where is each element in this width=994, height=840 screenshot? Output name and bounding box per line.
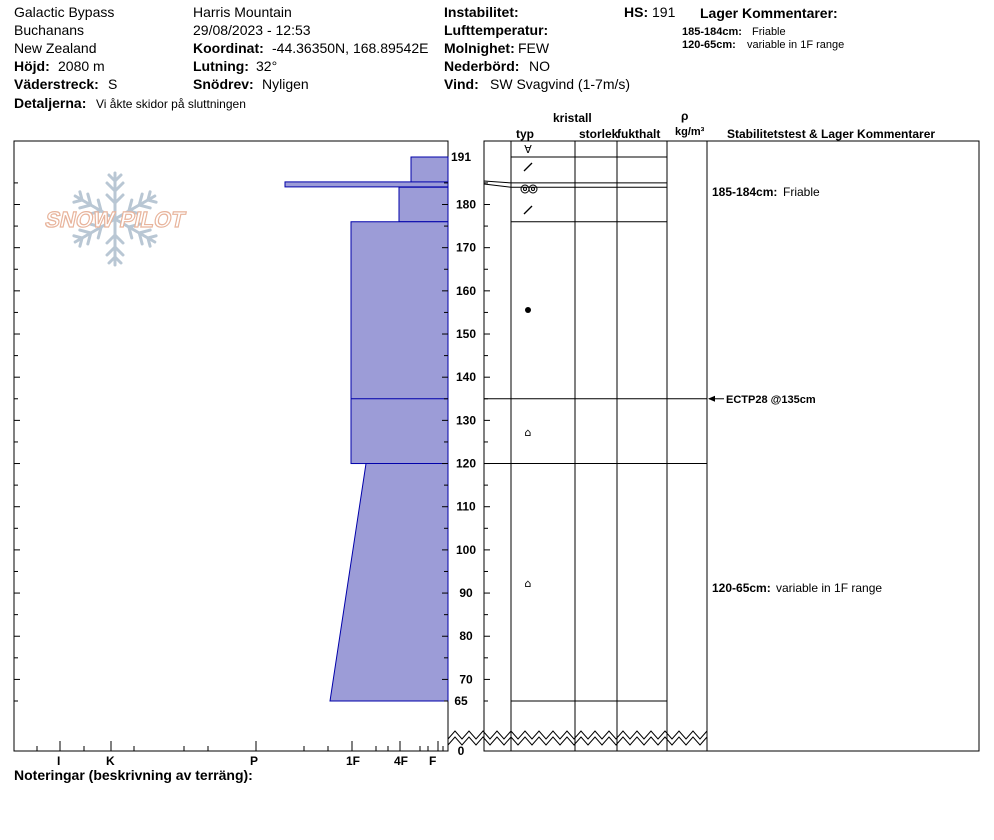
crystal-type-header: typ [516, 127, 534, 141]
table-frame [484, 141, 979, 751]
elevation-label: Höjd: [14, 58, 50, 74]
axis-break-zigzag [448, 731, 707, 739]
rounded-grain-icon [521, 185, 529, 193]
depth-tick-label: 100 [455, 542, 477, 557]
aspect-value: S [108, 76, 118, 92]
sky-value: FEW [518, 40, 550, 56]
slope-label: Lutning: [193, 58, 249, 74]
layer-comment-range: 120-65cm: [712, 581, 771, 595]
hardness-tick-label: I [57, 754, 61, 768]
hardness-axis [37, 741, 443, 751]
density-unit: kg/m³ [675, 126, 705, 138]
stability-comments [708, 185, 882, 595]
details-value: Vi åkte skidor på sluttningen [96, 97, 246, 111]
country-name: New Zealand [14, 40, 97, 56]
crystal-header: kristall [553, 111, 592, 125]
layer-comment-text: variable in 1F range [776, 581, 883, 595]
layer-comment-text: Friable [752, 26, 786, 38]
depth-special-label: 65 [454, 694, 468, 708]
connector-line [484, 181, 511, 183]
layer-comment-text: variable in 1F range [747, 39, 845, 51]
air-temp-label: Lufttemperatur: [444, 22, 549, 38]
depth-tick-label: 140 [455, 370, 477, 385]
area-name: Buchanans [14, 22, 85, 38]
hardness-bars [285, 157, 448, 701]
hardness-layer-bar [330, 464, 448, 701]
precip-value: NO [529, 58, 550, 74]
depth-tick-label: 180 [455, 197, 477, 212]
faceted-crystal-icon: ⌂ [524, 577, 532, 590]
elevation-value: 2080 m [58, 58, 105, 74]
hardness-tick-label: 4F [394, 754, 409, 768]
depth-special-label: 191 [450, 150, 472, 164]
wind-label: Vind: [444, 76, 479, 92]
moisture-header: fukthalt [617, 127, 661, 141]
site-name: Galactic Bypass [14, 4, 115, 20]
layer-comments-title: Lager Kommentarer: [700, 5, 838, 21]
rounded-grain-icon [532, 188, 535, 191]
hardness-tick-label: P [250, 754, 259, 768]
layer-comment-range: 185-184cm: [682, 26, 742, 38]
connector-line [484, 184, 511, 187]
coordinate-value: -44.36350N, 168.89542E [272, 40, 429, 56]
slope-value: 32° [256, 58, 278, 74]
crystal-size-header: storlek [579, 127, 619, 141]
rounded-grain-icon [524, 188, 527, 191]
coordinate-label: Koordinat: [193, 40, 264, 56]
hardness-tick-label: 1F [346, 754, 361, 768]
precipitation-particle-icon: ∀ [524, 143, 532, 156]
depth-tick-label: 90 [459, 586, 473, 601]
details-label: Detaljerna: [14, 95, 87, 111]
depth-special-label: 0 [457, 744, 465, 758]
hardness-layer-bar [285, 182, 448, 187]
layer-comment-range: 120-65cm: [682, 39, 736, 51]
grain-table [448, 141, 979, 751]
hs-label: HS: [624, 4, 649, 20]
layer-comment-text: Friable [783, 185, 820, 199]
wind-value: SW Svagvind (1-7m/s) [490, 76, 631, 92]
faceted-crystal-icon: ⌂ [524, 426, 532, 439]
axis-break-zigzag [448, 737, 707, 745]
stability-header: Stabilitetstest & Lager Kommentarer [727, 127, 936, 141]
decomposing-fragment-icon [524, 206, 532, 214]
hardness-tick-label: F [429, 754, 437, 768]
hardness-layer-bar [411, 157, 448, 183]
sky-label: Molnighet: [444, 40, 515, 56]
notes-label: Noteringar (beskrivning av terräng): [14, 767, 253, 783]
decomposing-fragment-icon [524, 163, 532, 171]
hardness-tick-label: K [106, 754, 115, 768]
aspect-label: Väderstreck: [14, 76, 99, 92]
density-symbol: ρ [681, 109, 689, 123]
hardness-layer-bar [399, 187, 448, 222]
depth-tick-label: 130 [455, 413, 477, 428]
grain-symbols [521, 143, 537, 590]
depth-tick-label: 80 [459, 629, 473, 644]
depth-tick-label: 170 [455, 240, 477, 255]
hardness-layer-bar [351, 222, 448, 464]
drift-value: Nyligen [262, 76, 309, 92]
instability-label: Instabilitet: [444, 4, 519, 20]
hs-value: 191 [652, 4, 676, 20]
observation-date: 29/08/2023 - 12:53 [193, 22, 311, 38]
logo-text: SNOW PILOT [43, 207, 188, 232]
depth-tick-label: 150 [455, 327, 477, 342]
depth-tick-label: 110 [456, 499, 476, 514]
precip-label: Nederbörd: [444, 58, 520, 74]
test-arrow-icon [708, 396, 715, 402]
layer-comment-range: 185-184cm: [712, 185, 778, 199]
rounded-grain-icon [529, 185, 537, 193]
stability-test-label: ECTP28 @135cm [726, 393, 816, 406]
melt-form-icon [525, 307, 531, 313]
location-name: Harris Mountain [193, 4, 292, 20]
depth-tick-label: 160 [455, 283, 477, 298]
drift-label: Snödrev: [193, 76, 254, 92]
depth-tick-label: 70 [459, 672, 473, 687]
depth-tick-label: 120 [455, 456, 477, 471]
